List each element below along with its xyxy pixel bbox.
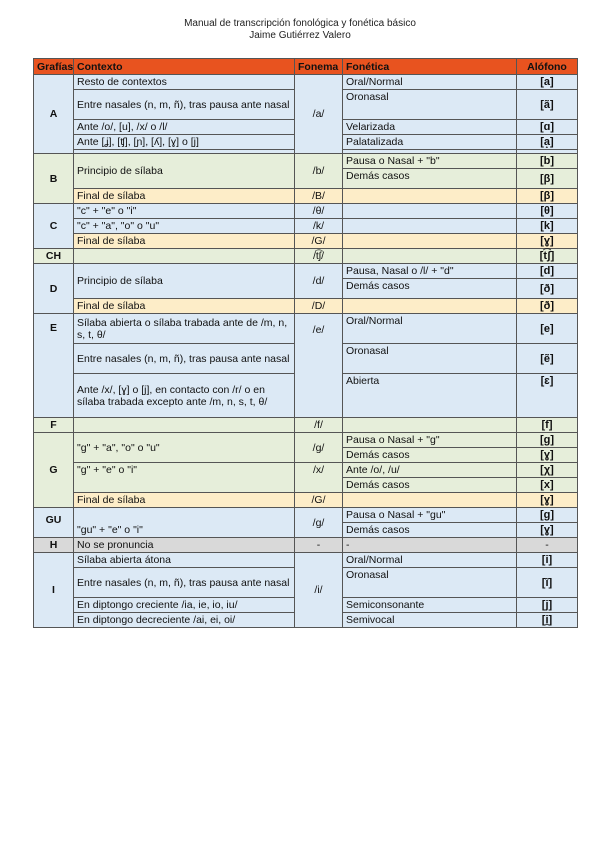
- phoneme-cell: /d/: [295, 264, 343, 299]
- context-cell: Entre nasales (n, m, ñ), tras pausa ante nasal: [74, 90, 295, 120]
- allophone-cell: [ð]: [517, 299, 578, 314]
- phoneme-cell: /b/: [295, 154, 343, 189]
- phonetic-cell: [343, 299, 517, 314]
- context-cell: Sílaba abierta átona: [74, 553, 295, 568]
- table-row: [34, 219, 578, 234]
- context-cell: "gu" + "e" o "i": [74, 508, 295, 538]
- context-cell: En diptongo creciente /ia, ie, io, iu/: [74, 598, 295, 613]
- context-cell: [74, 418, 295, 433]
- table-row: [34, 75, 578, 90]
- phonetic-cell: Pausa o Nasal + "gu": [343, 508, 517, 523]
- allophone-cell: [ɛ]: [517, 374, 578, 418]
- allophone-cell: [ɣ]: [517, 493, 578, 508]
- context-cell: "g" + "a", "o" o "u": [74, 433, 295, 463]
- context-cell: Principio de sílaba: [74, 154, 295, 189]
- phonetic-cell: Demás casos: [343, 478, 517, 493]
- context-cell: Ante /x/, [ɣ] o [j], en contacto con /r/ o en sílaba trabada excepto ante /m, n, s, t, θ/: [74, 374, 295, 418]
- document-header: [0, 18, 600, 42]
- phonetic-cell: Demás casos: [343, 448, 517, 463]
- phoneme-cell: /f/: [295, 418, 343, 433]
- phonetic-cell: Velarizada: [343, 120, 517, 135]
- phoneme-cell: /i/: [295, 553, 343, 628]
- allophone-cell: [χ]: [517, 463, 578, 478]
- context-cell: "c" + "e" o "i": [74, 204, 295, 219]
- table-row: [34, 493, 578, 508]
- context-cell: [74, 249, 295, 264]
- table-row: [34, 154, 578, 169]
- phoneme-cell: /x/: [295, 463, 343, 493]
- phoneme-cell: /G/: [295, 234, 343, 249]
- phonetic-cell: Pausa o Nasal + "g": [343, 433, 517, 448]
- grafia-cell: CH: [34, 249, 74, 264]
- grafia-cell: G: [34, 433, 74, 508]
- table-row: [34, 234, 578, 249]
- allophone-cell: [j]: [517, 598, 578, 613]
- phonetic-cell: Semivocal: [343, 613, 517, 628]
- context-cell: Resto de contextos: [74, 75, 295, 90]
- table-row: [34, 553, 578, 568]
- context-cell: Entre nasales (n, m, ñ), tras pausa ante nasal: [74, 344, 295, 374]
- grafia-cell: B: [34, 154, 74, 204]
- phonetic-cell: Oronasal: [343, 344, 517, 374]
- allophone-cell: [ɣ]: [517, 234, 578, 249]
- phonetic-cell: Palatalizada: [343, 135, 517, 150]
- phonetic-cell: Ante /o/, /u/: [343, 463, 517, 478]
- col-header-grafias: Grafías: [34, 59, 74, 75]
- phonetic-cell: [343, 219, 517, 234]
- transcription-table: [33, 58, 578, 628]
- phoneme-cell: /k/: [295, 219, 343, 234]
- allophone-cell: [θ]: [517, 204, 578, 219]
- allophone-cell: [β]: [517, 169, 578, 189]
- phoneme-cell: /g/: [295, 508, 343, 538]
- phonetic-cell: Oral/Normal: [343, 314, 517, 344]
- phoneme-cell: -: [295, 538, 343, 553]
- phonetic-cell: -: [343, 538, 517, 553]
- table-row: [34, 299, 578, 314]
- phoneme-cell: /G/: [295, 493, 343, 508]
- context-cell: Final de sílaba: [74, 189, 295, 204]
- table-row: [34, 508, 578, 523]
- table-row: [34, 204, 578, 219]
- grafia-cell: H: [34, 538, 74, 553]
- phonetic-cell: Demás casos: [343, 279, 517, 299]
- document-title: Manual de transcripción fonológica y fonética básico: [184, 18, 416, 29]
- phonetic-cell: Pausa, Nasal o /l/ + "d": [343, 264, 517, 279]
- table-row: [34, 189, 578, 204]
- context-cell: Principio de sílaba: [74, 264, 295, 299]
- grafia-cell: E: [34, 314, 74, 418]
- table-row: [34, 314, 578, 344]
- phonetic-cell: Oronasal: [343, 568, 517, 598]
- phoneme-cell: /θ/: [295, 204, 343, 219]
- allophone-cell: -: [517, 538, 578, 553]
- allophone-cell: [ɣ]: [517, 523, 578, 538]
- context-cell: "c" + "a", "o" o "u": [74, 219, 295, 234]
- allophone-cell: [ĩ]: [517, 568, 578, 598]
- phonetic-cell: [343, 234, 517, 249]
- col-header-fonetica: Fonética: [343, 59, 517, 75]
- allophone-cell: [i]: [517, 553, 578, 568]
- context-cell: Sílaba abierta o sílaba trabada ante de /m, n, s, t, θ/: [74, 314, 295, 344]
- phoneme-cell: /a/: [295, 75, 343, 154]
- table-row: [34, 463, 578, 478]
- allophone-cell: [ẽ]: [517, 344, 578, 374]
- phonetic-cell: Abierta: [343, 374, 517, 418]
- table-header-row: [34, 59, 578, 75]
- phoneme-cell: /B/: [295, 189, 343, 204]
- allophone-cell: [b]: [517, 154, 578, 169]
- context-cell: Ante /o/, [u], /x/ o /l/: [74, 120, 295, 135]
- grafia-cell: C: [34, 204, 74, 249]
- table-row: [34, 249, 578, 264]
- table-row: [34, 538, 578, 553]
- context-cell: "g" + "e" o "i": [74, 463, 295, 493]
- allophone-cell: [k]: [517, 219, 578, 234]
- col-header-alofono: Alófono: [517, 59, 578, 75]
- document-author: Jaime Gutiérrez Valero: [249, 30, 351, 41]
- context-cell: Entre nasales (n, m, ñ), tras pausa ante nasal: [74, 568, 295, 598]
- context-cell: No se pronuncia: [74, 538, 295, 553]
- phoneme-cell: /t͡ʃ/: [295, 249, 343, 264]
- allophone-cell: [g]: [517, 433, 578, 448]
- grafia-cell: GU: [34, 508, 74, 538]
- grafia-cell: D: [34, 264, 74, 314]
- allophone-cell: [d]: [517, 264, 578, 279]
- allophone-cell: [ã]: [517, 90, 578, 120]
- col-header-contexto: Contexto: [74, 59, 295, 75]
- phonetic-cell: Semiconsonante: [343, 598, 517, 613]
- grafia-cell: A: [34, 75, 74, 154]
- phonetic-cell: [343, 418, 517, 433]
- allophone-cell: [x]: [517, 478, 578, 493]
- phoneme-cell: /D/: [295, 299, 343, 314]
- allophone-cell: [f]: [517, 418, 578, 433]
- allophone-cell: [a̟]: [517, 135, 578, 150]
- table-row: [34, 264, 578, 279]
- phonetic-cell: [343, 493, 517, 508]
- context-cell: Ante [ʝ], [ʧ], [ɲ], [ʎ], [ɣ] o [j]: [74, 135, 295, 150]
- allophone-cell: [a]: [517, 75, 578, 90]
- phoneme-cell: /g/: [295, 433, 343, 463]
- grafia-cell: I: [34, 553, 74, 628]
- context-cell: En diptongo decreciente /ai, ei, oi/: [74, 613, 295, 628]
- allophone-cell: [ð]: [517, 279, 578, 299]
- allophone-cell: [i̯]: [517, 613, 578, 628]
- phonetic-cell: Demás casos: [343, 169, 517, 189]
- phonetic-cell: Pausa o Nasal + "b": [343, 154, 517, 169]
- table-row: [34, 433, 578, 448]
- allophone-cell: [t͡ʃ]: [517, 249, 578, 264]
- allophone-cell: [ɣ]: [517, 448, 578, 463]
- phonetic-cell: Demás casos: [343, 523, 517, 538]
- allophone-cell: [β]: [517, 189, 578, 204]
- grafia-cell: F: [34, 418, 74, 433]
- phonetic-cell: [343, 189, 517, 204]
- context-cell: Final de sílaba: [74, 234, 295, 249]
- allophone-cell: [g]: [517, 508, 578, 523]
- phonetic-cell: Oronasal: [343, 90, 517, 120]
- phonetic-cell: [343, 204, 517, 219]
- phonetic-cell: Oral/Normal: [343, 553, 517, 568]
- context-cell: Final de sílaba: [74, 493, 295, 508]
- phonetic-cell: Oral/Normal: [343, 75, 517, 90]
- allophone-cell: [e]: [517, 314, 578, 344]
- allophone-cell: [ɑ]: [517, 120, 578, 135]
- context-cell: Final de sílaba: [74, 299, 295, 314]
- phoneme-cell: /e/: [295, 314, 343, 418]
- table-row: [34, 418, 578, 433]
- col-header-fonema: Fonema: [295, 59, 343, 75]
- phonetic-cell: [343, 249, 517, 264]
